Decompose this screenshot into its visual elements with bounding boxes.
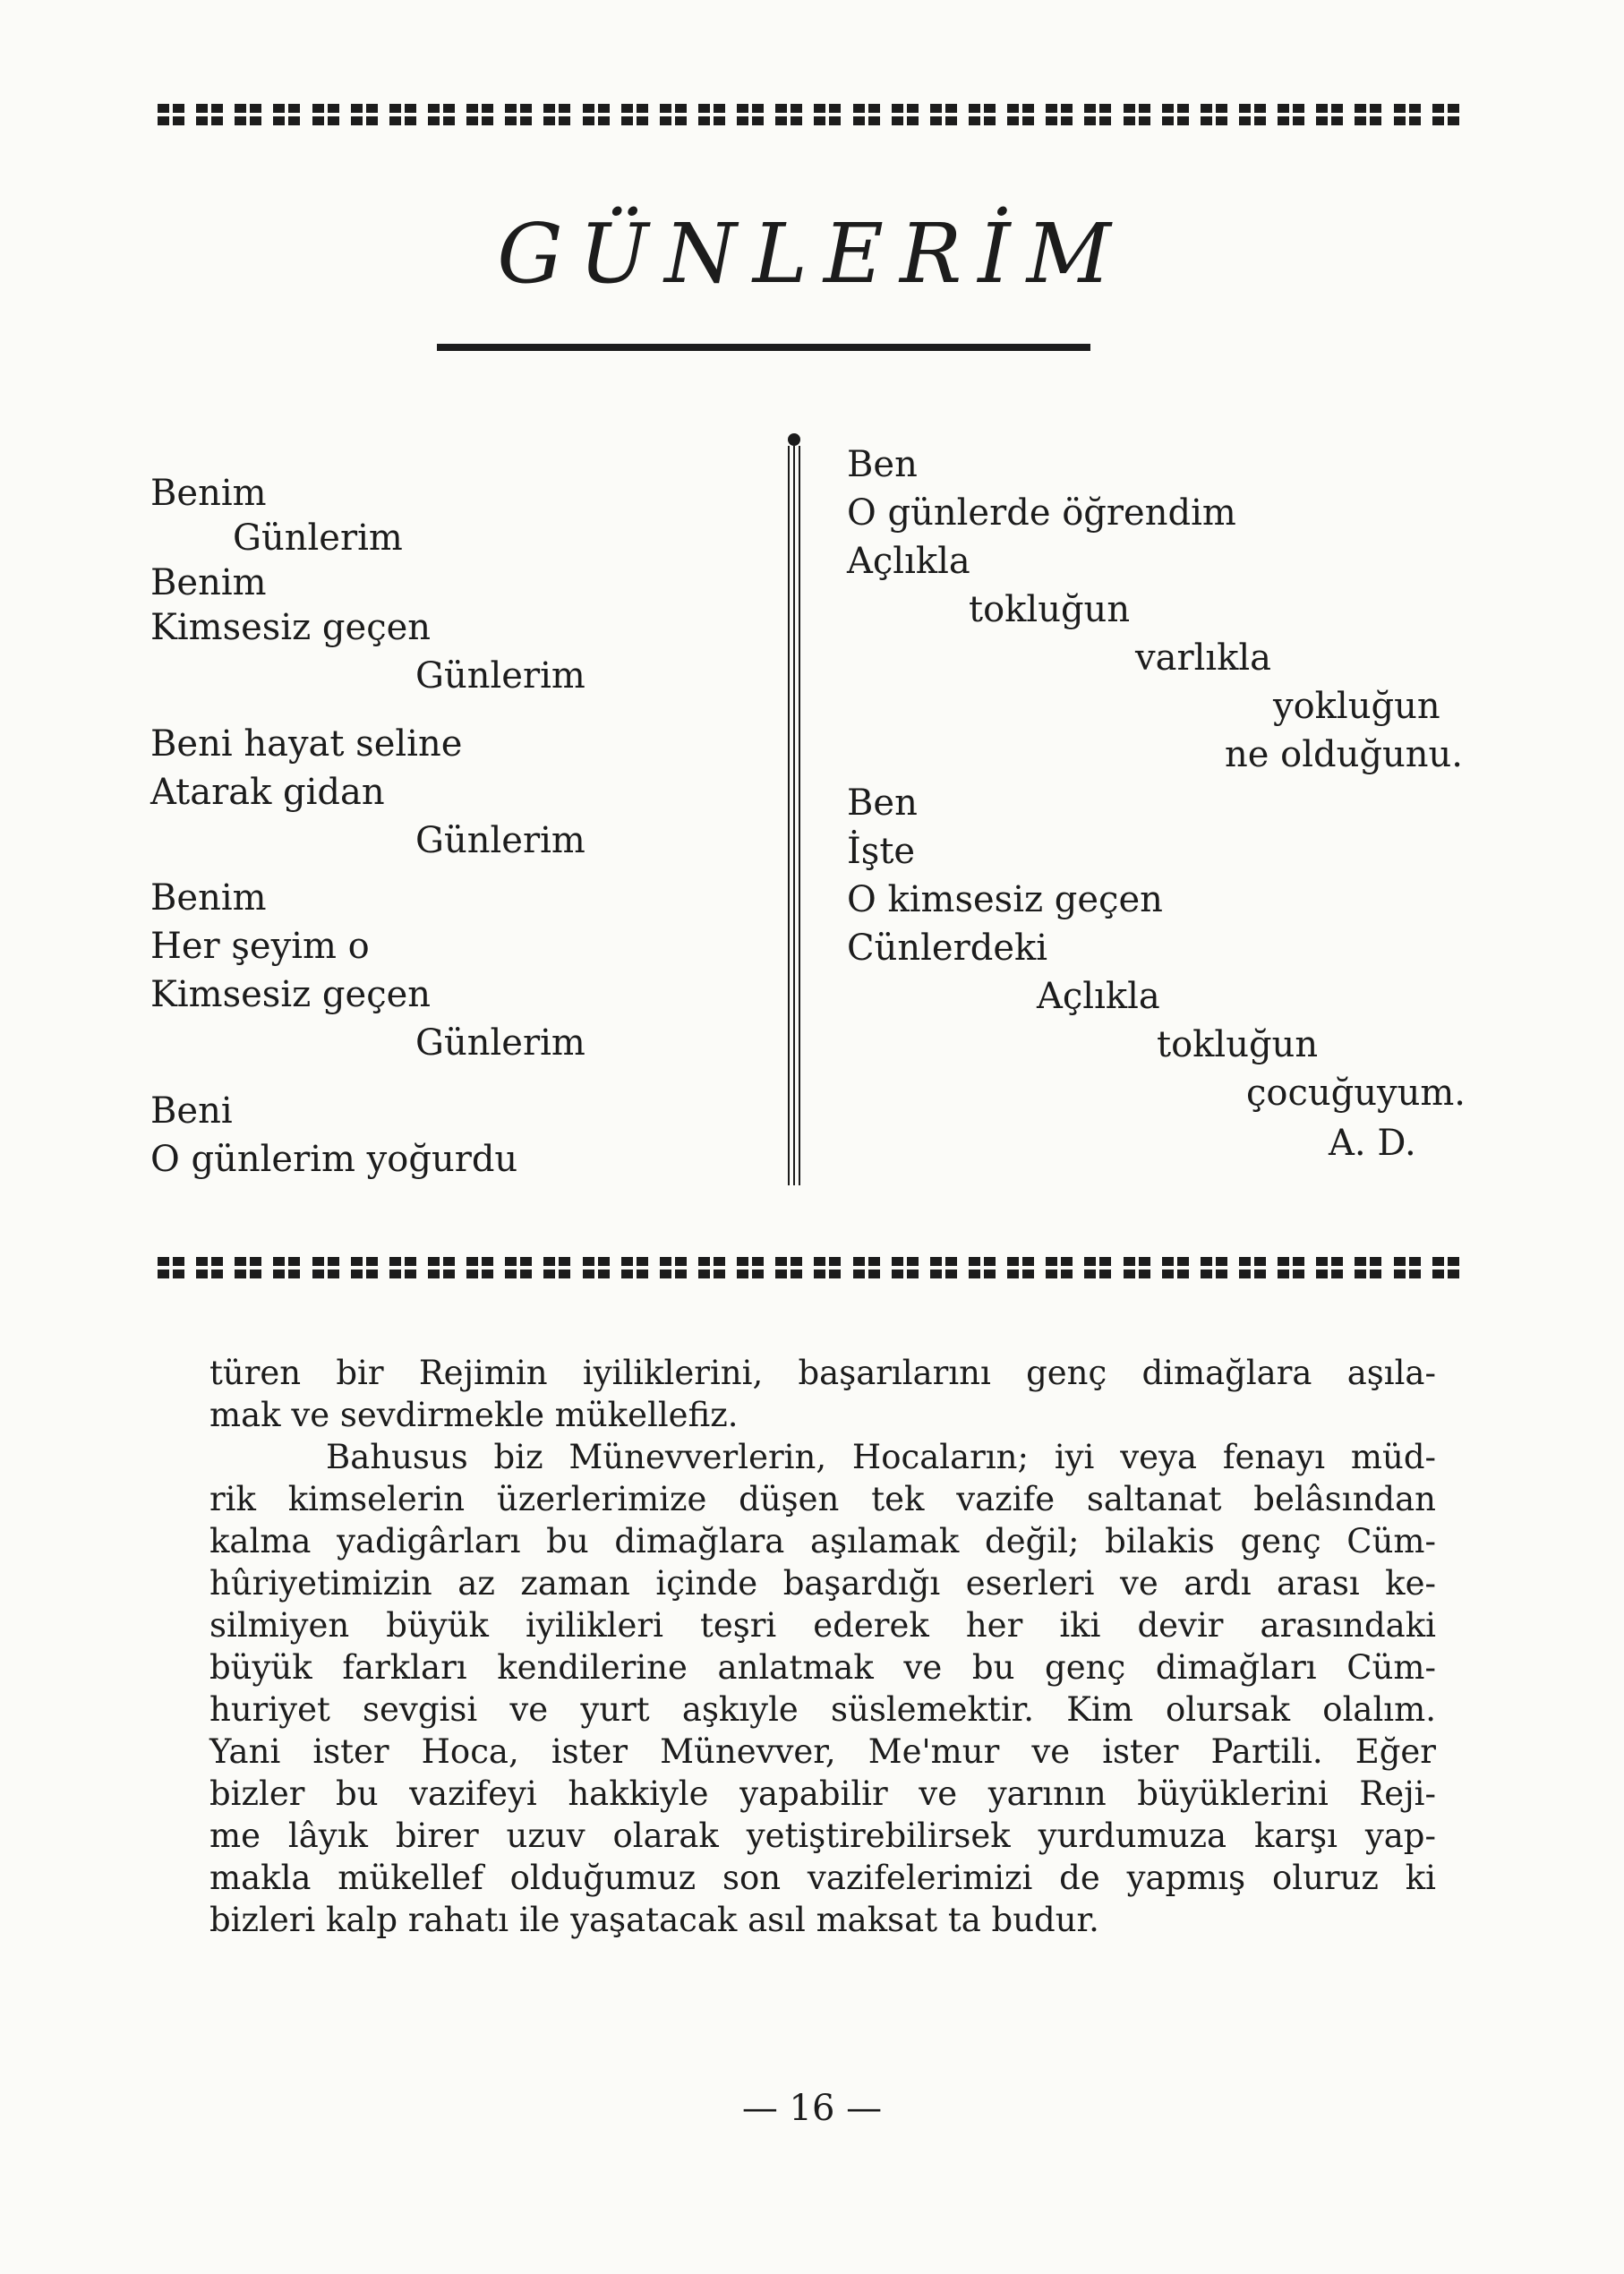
border-block [196,104,223,125]
border-block [1239,1257,1266,1278]
prose-line: makla mükellef olduğumuz son vazifelerimizi de yapmış oluruz ki [209,1859,1436,1897]
poem-line: Günlerim [415,655,585,697]
prose-line: Yani ister Hoca, ister Münevver, Me'mur ve ister Partili. Eğer [209,1732,1436,1771]
border-block [351,1257,378,1278]
prose-line: bizleri kalp rahatı ile yaşatacak asıl maksat ta budur. [209,1901,1099,1939]
border-block [428,104,455,125]
poem-line: Kimsesiz geçen [150,974,432,1015]
poem-line: Günlerim [415,820,585,861]
column-divider [788,433,800,1185]
top-ornamental-border [158,104,1459,125]
border-block [737,1257,764,1278]
poem-line: İşte [847,831,916,872]
border-block [775,104,802,125]
border-block [1046,104,1073,125]
border-block [235,1257,261,1278]
poem-line: Açlıkla [847,541,970,582]
prose-line: büyük farkları kendilerine anlatmak ve bu genç dimağları Cüm- [209,1648,1436,1687]
border-block [621,1257,648,1278]
border-block [466,104,493,125]
border-block [1124,1257,1150,1278]
poem-line: Benim [150,877,267,919]
poem-title: GÜNLERİM [497,206,1127,302]
prose-line: hûriyetimizin az zaman içinde başardığı eserleri ve ardı arası ke- [209,1564,1436,1603]
poem-line: tokluğun [1157,1024,1319,1065]
poem-line: O günlerim yoğurdu [150,1139,518,1180]
border-block [158,104,184,125]
border-block [1124,104,1150,125]
border-block [1084,104,1111,125]
border-block [1201,104,1227,125]
border-block [389,1257,416,1278]
poem-line: Cünlerdeki [847,928,1048,969]
prose-text [209,1352,1436,1941]
border-block [158,1257,184,1278]
border-block [428,1257,455,1278]
border-block [1007,1257,1034,1278]
prose-line: bizler bu vazifeyi hakkiyle yapabilir ve yarının büyüklerini Reji- [209,1774,1436,1813]
border-block [775,1257,802,1278]
border-block [1394,1257,1421,1278]
border-block [1316,1257,1343,1278]
poem-signature: A. D. [1329,1123,1416,1164]
title-underline [437,344,1090,351]
poem-line: yokluğun [1273,686,1440,727]
border-block [969,1257,996,1278]
prose-line: türen bir Rejimin iyiliklerini, başarılarını genç dimağlara aşıla- [209,1354,1436,1392]
poem-line: Ben [847,444,918,485]
border-block [583,1257,610,1278]
poem-line: Açlıkla [1037,976,1160,1017]
poem-line: Günlerim [233,517,403,559]
border-block [853,104,880,125]
poem-line: varlıkla [1135,637,1272,679]
border-block [273,1257,300,1278]
prose-line: silmiyen büyük iyilikleri teşri ederek her iki devir arasındaki [209,1606,1436,1645]
poem-line: Atarak gidan [150,772,385,813]
border-block [1084,1257,1111,1278]
border-block [1239,104,1266,125]
prose-line: Bahusus biz Münevverlerin, Hocaların; iyi veya fenayı müd- [326,1438,1436,1476]
border-block [1162,104,1189,125]
border-block [1316,104,1343,125]
border-block [621,104,648,125]
border-block [312,1257,339,1278]
poem-line: Benim [150,473,267,514]
border-block [543,1257,570,1278]
poem-line: Ben [847,782,918,824]
border-block [505,1257,532,1278]
divider-dot [788,433,800,446]
poem-line: Beni hayat seline [150,723,463,765]
border-block [892,104,919,125]
border-block [389,104,416,125]
border-block [505,104,532,125]
border-block [892,1257,919,1278]
border-block [1278,104,1304,125]
border-block [853,1257,880,1278]
poem-line: tokluğun [969,589,1131,630]
border-block [698,104,725,125]
border-block [1355,1257,1381,1278]
poem-line: Benim [150,562,267,603]
border-block [583,104,610,125]
border-block [1432,1257,1459,1278]
page-number: — 16 — [741,2088,883,2129]
prose-line: me lâyık birer uzuv olarak yetiştirebilirsek yurdumuza karşı yap- [209,1817,1436,1855]
border-block [543,104,570,125]
poem-line: Beni [150,1090,233,1132]
border-block [312,104,339,125]
border-block [1046,1257,1073,1278]
border-block [930,104,957,125]
poem-line: O günlerde öğrendim [847,492,1236,534]
border-block [273,104,300,125]
border-block [1162,1257,1189,1278]
border-block [660,1257,687,1278]
border-block [1394,104,1421,125]
border-block [814,104,841,125]
border-block [466,1257,493,1278]
prose-line: mak ve sevdirmekle mükellefiz. [209,1396,739,1434]
border-block [1355,104,1381,125]
border-block [196,1257,223,1278]
poem-line: O kimsesiz geçen [847,879,1163,920]
border-block [1007,104,1034,125]
divider-line [788,446,790,1185]
divider-line [799,446,800,1185]
border-block [969,104,996,125]
border-block [660,104,687,125]
border-block [737,104,764,125]
prose-line: kalma yadigârları bu dimağlara aşılamak değil; bilakis genç Cüm- [209,1522,1436,1560]
prose-line: huriyet sevgisi ve yurt aşkıyle süslemektir. Kim olursak olalım. [209,1690,1436,1729]
prose-line: rik kimselerin üzerlerimize düşen tek vazife saltanat belâsından [209,1480,1436,1518]
border-block [1278,1257,1304,1278]
divider-line [793,446,795,1185]
poem-line: ne olduğunu. [1225,734,1463,775]
bottom-ornamental-border [158,1257,1459,1278]
border-block [1201,1257,1227,1278]
border-block [930,1257,957,1278]
border-block [1432,104,1459,125]
border-block [235,104,261,125]
poem-line: Her şeyim o [150,926,370,967]
poem-line: çocuğuyum. [1246,1073,1466,1114]
poem-line: Günlerim [415,1022,585,1064]
border-block [814,1257,841,1278]
poem-line: Kimsesiz geçen [150,607,432,648]
border-block [698,1257,725,1278]
border-block [351,104,378,125]
